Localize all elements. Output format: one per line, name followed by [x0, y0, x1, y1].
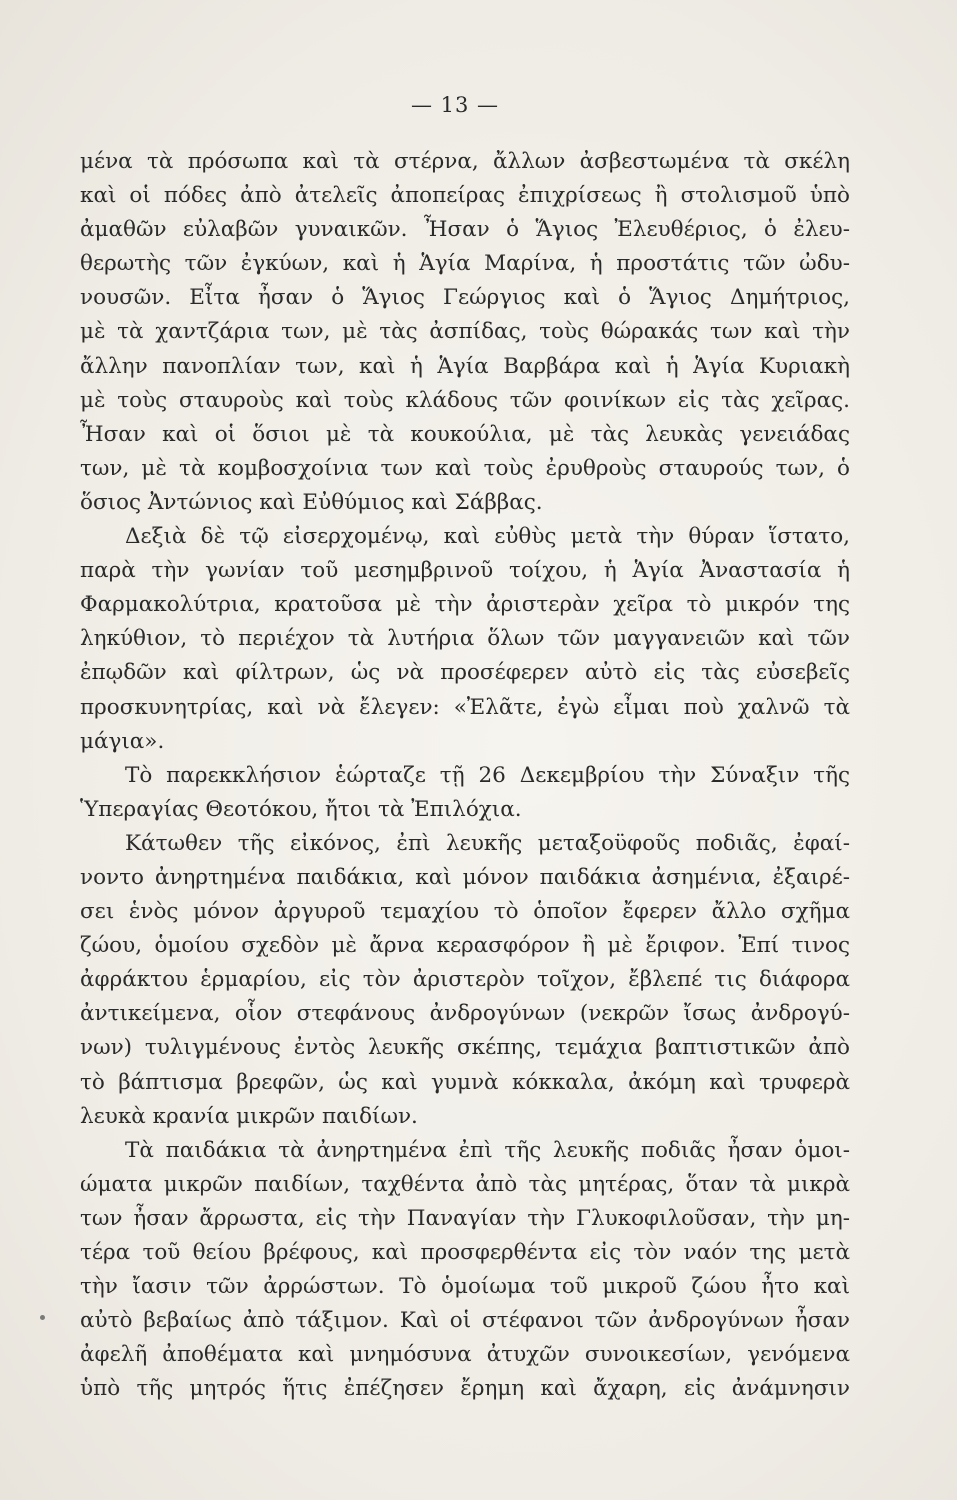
text-line: Ὑπεραγίας Θεοτόκου, ἤτοι τὰ Ἐπιλόχια. — [80, 796, 522, 822]
text-line: νοντο ἀνηρτημένα παιδάκια, καὶ μόνον παιδάκια ἀσημένια, ἐξαιρέ- — [80, 864, 850, 890]
text-line: παρὰ τὴν γωνίαν τοῦ μεσημβρινοῦ τοίχου, ἡ Ἁγία Ἀναστασία ἡ — [80, 558, 850, 584]
text-line: τὸ βάπτισμα βρεφῶν, ὡς καὶ γυμνὰ κόκκαλα, ἀκόμη καὶ τρυφερὰ — [80, 1069, 850, 1095]
page-number: — 13 — — [410, 93, 500, 117]
text-line: ώματα μικρῶν παιδίων, ταχθέντα ἀπὸ τὰς μητέρας, ὅταν τὰ μικρὰ — [80, 1171, 850, 1197]
text-line: των, μὲ τὰ κομβοσχοίνια των καὶ τοὺς ἐρυθροὺς σταυρούς των, ὁ — [80, 455, 850, 481]
text-line: Ἦσαν καὶ οἱ ὅσιοι μὲ τὰ κουκούλια, μὲ τὰς λευκὰς γενειάδας — [80, 421, 850, 447]
text-line: Τὰ παιδάκια τὰ ἀνηρτημένα ἐπὶ τῆς λευκῆς ποδιᾶς ἦσαν ὁμοι- — [125, 1137, 850, 1163]
text-line: μὲ τὰ χαντζάρια των, μὲ τὰς ἀσπίδας, τοὺς θώρακάς των καὶ τὴν — [80, 319, 850, 345]
margin-mark — [40, 1315, 45, 1320]
text-line: ἀμαθῶν εὐλαβῶν γυναικῶν. Ἦσαν ὁ Ἅγιος Ἐλευθέριος, ὁ ἐλευ- — [80, 217, 850, 243]
text-line: μάγια». — [80, 728, 165, 754]
text-line: μένα τὰ πρόσωπα καὶ τὰ στέρνα, ἄλλων ἀσβεστωμένα τὰ σκέλη — [80, 149, 850, 174]
text-line: ὑπὸ τῆς μητρός ἥτις ἐπέζησεν ἔρημη καὶ ἄχαρη, εἰς ἀνάμνησιν — [80, 1376, 850, 1402]
text-line: ἄλλην πανοπλίαν των, καὶ ἡ Ἁγία Βαρβάρα καὶ ἡ Ἁγία Κυριακὴ — [80, 353, 850, 379]
text-line: καὶ οἱ πόδες ἀπὸ ἀτελεῖς ἀποπείρας ἐπιχρίσεως ἢ στολισμοῦ ὑπὸ — [80, 183, 850, 209]
text-line: ἀφελῆ ἀποθέματα καὶ μνημόσυνα ἀτυχῶν συνοικεσίων, γενόμενα — [80, 1342, 850, 1368]
body-text — [80, 145, 850, 1406]
text-line: ζώου, ὁμοίου σχεδὸν μὲ ἄρνα κερασφόρον ἢ μὲ ἔριφον. Ἐπί τινος — [80, 933, 850, 959]
text-line: αὐτὸ βεβαίως ἀπὸ τάξιμον. Καὶ οἱ στέφανοι τῶν ἀνδρογύνων ἦσαν — [80, 1308, 850, 1334]
text-line: τέρα τοῦ θείου βρέφους, καὶ προσφερθέντα εἰς τὸν ναόν της μετὰ — [80, 1240, 850, 1265]
text-line: σει ἑνὸς μόνον ἀργυροῦ τεμαχίου τὸ ὁποῖον ἔφερεν ἄλλο σχῆμα — [80, 899, 850, 925]
text-line: μὲ τοὺς σταυροὺς καὶ τοὺς κλάδους τῶν φοινίκων εἰς τὰς χεῖρας. — [80, 387, 850, 413]
text-line: λευκὰ κρανία μικρῶν παιδίων. — [80, 1103, 418, 1129]
text-line: προσκυνητρίας, καὶ νὰ ἔλεγεν: «Ἐλᾶτε, ἐγὼ εἶμαι ποὺ χαλνῶ τὰ — [80, 694, 850, 720]
text-line: Δεξιὰ δὲ τῷ εἰσερχομένῳ, καὶ εὐθὺς μετὰ τὴν θύραν ἵστατο, — [125, 524, 850, 550]
text-line: Κάτωθεν τῆς εἰκόνος, ἐπὶ λευκῆς μεταξοϋφοῦς ποδιᾶς, ἐφαί- — [125, 830, 850, 856]
text-line: Τὸ παρεκκλήσιον ἑώρταζε τῇ 26 Δεκεμβρίου τὴν Σύναξιν τῆς — [125, 762, 850, 788]
text-line: ὅσιος Ἀντώνιος καὶ Εὐθύμιος καὶ Σάββας. — [80, 489, 543, 515]
text-line: νων) τυλιγμένους ἐντὸς λευκῆς σκέπης, τεμάχια βαπτιστικῶν ἀπὸ — [80, 1035, 850, 1061]
text-line: τὴν ἴασιν τῶν ἀρρώστων. Τὸ ὁμοίωμα τοῦ μικροῦ ζώου ἦτο καὶ — [80, 1274, 850, 1300]
text-line: των ἦσαν ἄρρωστα, εἰς τὴν Παναγίαν τὴν Γλυκοφιλοῦσαν, τὴν μη- — [80, 1205, 850, 1231]
text-line: θερωτὴς τῶν ἐγκύων, καὶ ἡ Ἁγία Μαρίνα, ἡ προστάτις τῶν ὠδυ- — [80, 251, 850, 277]
text-line: ληκύθιον, τὸ περιέχον τὰ λυτήρια ὅλων τῶν μαγγανειῶν καὶ τῶν — [80, 626, 850, 652]
text-line: νουσῶν. Εἶτα ἦσαν ὁ Ἅγιος Γεώργιος καὶ ὁ Ἅγιος Δημήτριος, — [80, 285, 850, 311]
text-line: ἐπῳδῶν καὶ φίλτρων, ὡς νὰ προσέφερεν αὐτὸ εἰς τὰς εὐσεβεῖς — [80, 660, 850, 686]
text-line: ἀντικείμενα, οἷον στεφάνους ἀνδρογύνων (νεκρῶν ἴσως ἀνδρογύ- — [80, 1001, 850, 1027]
text-line: ἀφράκτου ἑρμαρίου, εἰς τὸν ἀριστερὸν τοῖχον, ἔβλεπέ τις διάφορα — [80, 967, 850, 993]
text-line: Φαρμακολύτρια, κρατοῦσα μὲ τὴν ἀριστερὰν χεῖρα τὸ μικρόν της — [80, 592, 850, 618]
